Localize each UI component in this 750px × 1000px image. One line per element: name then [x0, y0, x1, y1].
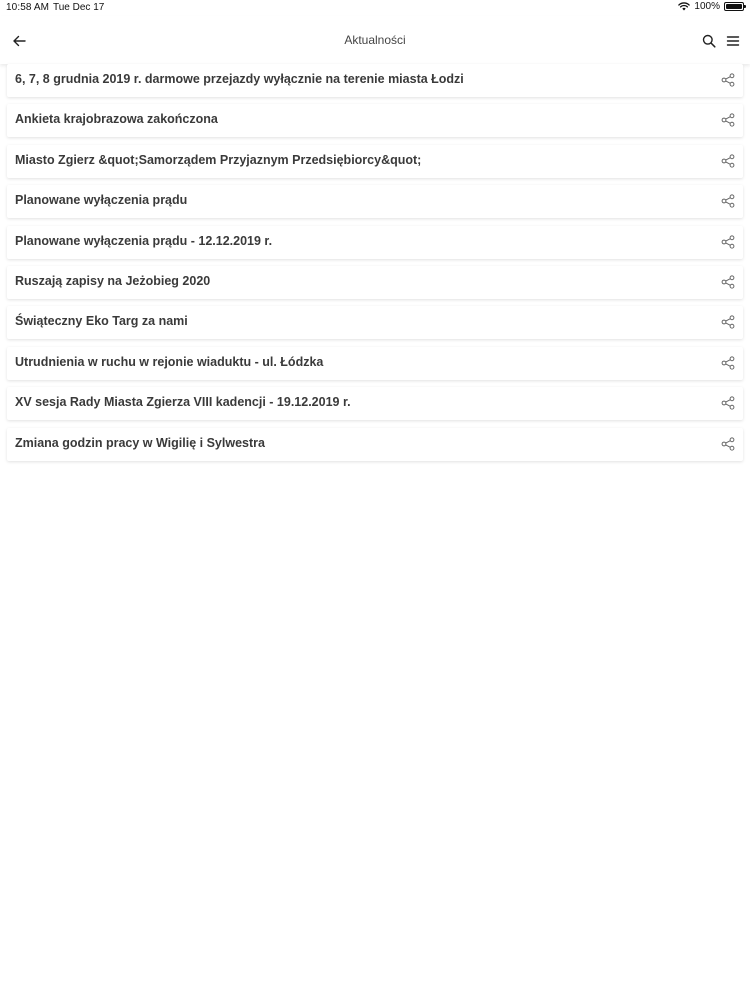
news-item[interactable]: [7, 266, 743, 299]
news-item-title: Ankieta krajobrazowa zakończona: [15, 112, 218, 127]
share-icon: [721, 315, 735, 329]
news-item[interactable]: [7, 306, 743, 339]
app-header: [0, 16, 750, 64]
share-icon: [721, 275, 735, 289]
share-button[interactable]: [721, 356, 735, 370]
share-icon: [721, 194, 735, 208]
share-icon: [721, 396, 735, 410]
share-button[interactable]: [721, 194, 735, 208]
news-item-title: Ruszają zapisy na Jeżobieg 2020: [15, 273, 211, 288]
share-button[interactable]: [721, 437, 735, 451]
news-item[interactable]: [7, 428, 743, 461]
share-icon: [721, 235, 735, 249]
news-item-title: Planowane wyłączenia prądu: [15, 193, 188, 208]
share-button[interactable]: [721, 154, 735, 168]
news-list: [7, 64, 743, 468]
status-time: 10:58 AM: [6, 2, 50, 13]
news-item-title: XV sesja Rady Miasta Zgierza VIII kadencji - 19.12.2019 r.: [15, 395, 351, 410]
search-icon: [702, 34, 716, 48]
news-item-title: Planowane wyłączenia prądu - 12.12.2019 r.: [15, 233, 273, 248]
share-icon: [721, 356, 735, 370]
hamburger-menu-icon: [726, 34, 740, 48]
battery-percentage: 100%: [694, 1, 720, 12]
share-button[interactable]: [721, 396, 735, 410]
news-item-title: Miasto Zgierz &quot;Samorządem Przyjaznym Przedsiębiorcy&quot;: [15, 152, 422, 167]
news-item[interactable]: [7, 104, 743, 137]
news-item[interactable]: [7, 145, 743, 178]
wifi-icon: [678, 2, 690, 11]
share-button[interactable]: [721, 235, 735, 249]
share-icon: [721, 437, 735, 451]
news-item[interactable]: [7, 185, 743, 218]
share-icon: [721, 113, 735, 127]
news-item-title: Zmiana godzin pracy w Wigilię i Sylwestra: [15, 435, 265, 450]
news-item[interactable]: [7, 347, 743, 380]
news-item-title: Utrudnienia w ruchu w rejonie wiaduktu - ul. Łódzka: [15, 354, 324, 369]
share-button[interactable]: [721, 113, 735, 127]
status-bar: [0, 0, 750, 16]
news-item[interactable]: [7, 226, 743, 259]
status-date: Tue Dec 17: [53, 2, 105, 13]
share-icon: [721, 73, 735, 87]
news-item[interactable]: [7, 64, 743, 97]
news-item[interactable]: [7, 387, 743, 420]
status-indicators: [678, 1, 744, 12]
share-button[interactable]: [721, 315, 735, 329]
battery-icon: [724, 2, 744, 11]
share-icon: [721, 154, 735, 168]
news-item-title: 6, 7, 8 grudnia 2019 r. darmowe przejazdy wyłącznie na terenie miasta Łodzi: [15, 72, 464, 86]
news-item-title: Świąteczny Eko Targ za nami: [15, 314, 188, 329]
search-button[interactable]: [701, 33, 717, 49]
share-button[interactable]: [721, 73, 735, 87]
page-title: Aktualności: [344, 33, 406, 47]
menu-button[interactable]: [725, 33, 741, 49]
share-button[interactable]: [721, 275, 735, 289]
